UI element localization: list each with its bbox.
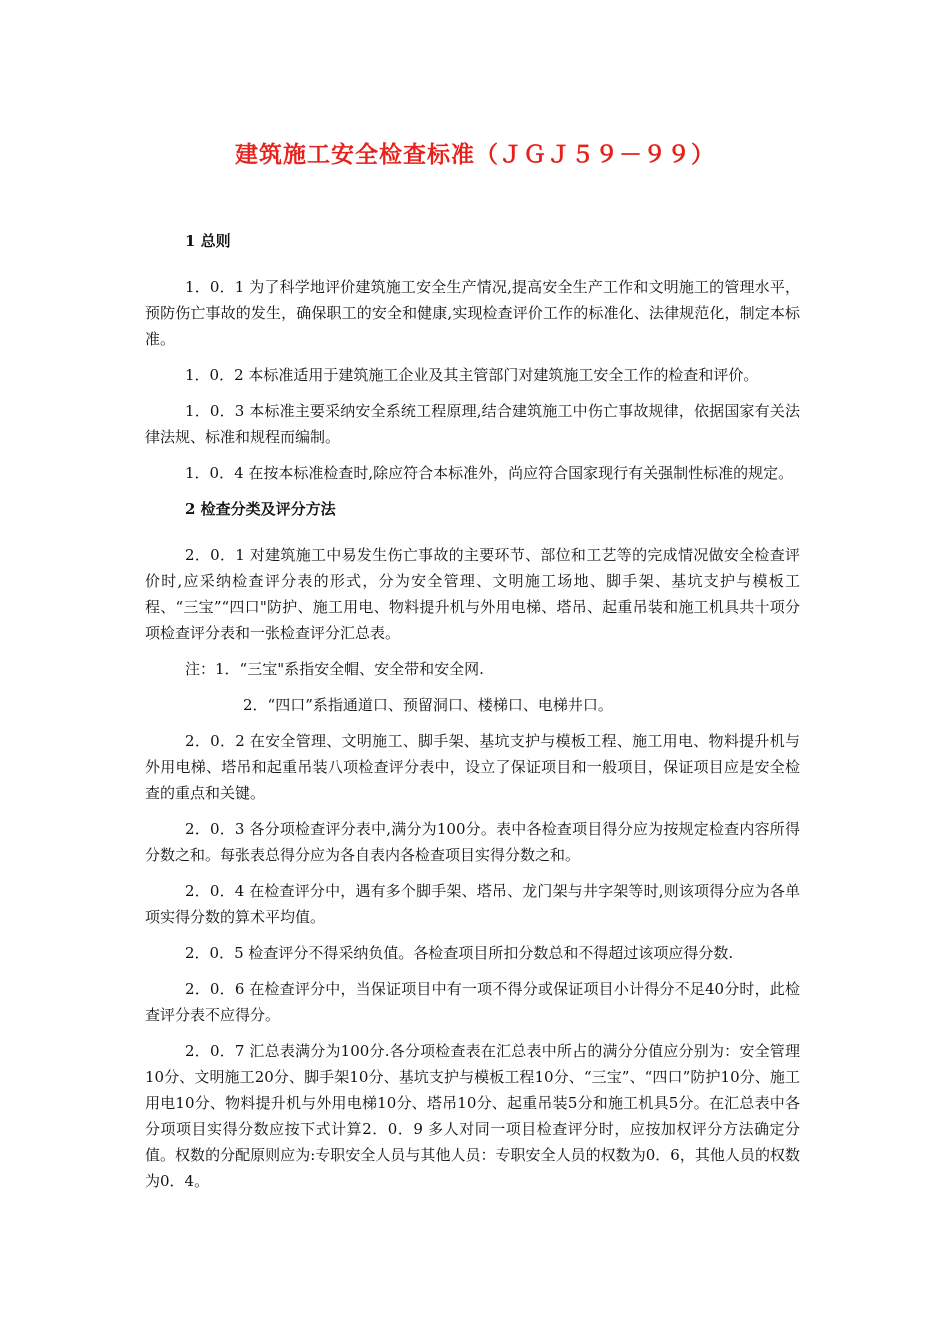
section-heading-classification: 2 检查分类及评分方法 [185,500,336,518]
clause-2-0-3: 2．0．3 各分项检查评分表中,满分为100分。表中各检查项目得分应为按规定检查内容所得分数之和。每张表总得分应为各自表内各检查项目实得分数之和。 [145,820,800,864]
clause-1-0-2: 1．0．2 本标准适用于建筑施工企业及其主管部门对建筑施工安全工作的检查和评价。 [185,366,759,384]
clause-2-0-4: 2．0．4 在检查评分中，遇有多个脚手架、塔吊、龙门架与井字架等时,则该项得分应为各单项实得分数的算术平均值。 [145,882,800,926]
note-three-treasures: 注：1．“三宝"系指安全帽、安全带和安全网. [185,660,484,678]
clause-2-0-1: 2．0．1 对建筑施工中易发生伤亡事故的主要环节、部位和工艺等的完成情况做安全检查评价时,应采纳检查评分表的形式，分为安全管理、文明施工场地、脚手架、基坑支护与模板工程、“三宝”“四口"防护、施工用电、物料提升机与外用电梯、塔吊、起重吊装和施工机具共十项分项检查评分表和一张检查评分汇总表。 [145,546,800,642]
clause-1-0-4: 1．0．4 在按本标准检查时,除应符合本标准外，尚应符合国家现行有关强制性标准的规定。 [185,464,794,482]
document-body [145,228,800,1204]
clause-1-0-3: 1．0．3 本标准主要采纳安全系统工程原理,结合建筑施工中伤亡事故规律，依据国家有关法律法规、标准和规程而编制。 [145,402,800,446]
clause-2-0-6: 2．0．6 在检查评分中，当保证项目中有一项不得分或保证项目小计得分不足40分时，此检查评分表不应得分。 [145,980,800,1024]
clause-1-0-1: 1．0．1 为了科学地评价建筑施工安全生产情况,提高安全生产工作和文明施工的管理水平，预防伤亡事故的发生，确保职工的安全和健康,实现检查评价工作的标准化、法律规范化，制定本标准。 [145,278,800,348]
note-four-openings: 2．“四口”系指通道口、预留洞口、楼梯口、电梯井口。 [243,696,613,714]
clause-2-0-2: 2．0．2 在安全管理、文明施工、脚手架、基坑支护与模板工程、施工用电、物料提升机与外用电梯、塔吊和起重吊装八项检查评分表中，设立了保证项目和一般项目，保证项目应是安全检查的重点和关键。 [145,732,800,802]
document-title: 建筑施工安全检查标准（ＪＧＪ５９－９９） [235,141,715,168]
section-heading-general: 1 总则 [185,232,231,250]
clause-2-0-7: 2．0．7 汇总表满分为100分.各分项检查表在汇总表中所占的满分分值应分别为：安全管理10分、文明施工20分、脚手架10分、基坑支护与模板工程10分、“三宝”、“四口”防护10分、施工用电10分、物料提升机与外用电梯10分、塔吊10分、起重吊装5分和施工机具5分。在汇总表中各分项项目实得分数应按下式计算2．0．9 多人对同一项目检查评分时，应按加权评分方法确定分值。权数的分配原则应为:专职安全人员与其他人员：专职安全人员的权数为0．6，其他人员的权数为0．4。 [145,1042,800,1190]
clause-2-0-5: 2．0．5 检查评分不得采纳负值。各检查项目所扣分数总和不得超过该项应得分数. [185,944,734,962]
